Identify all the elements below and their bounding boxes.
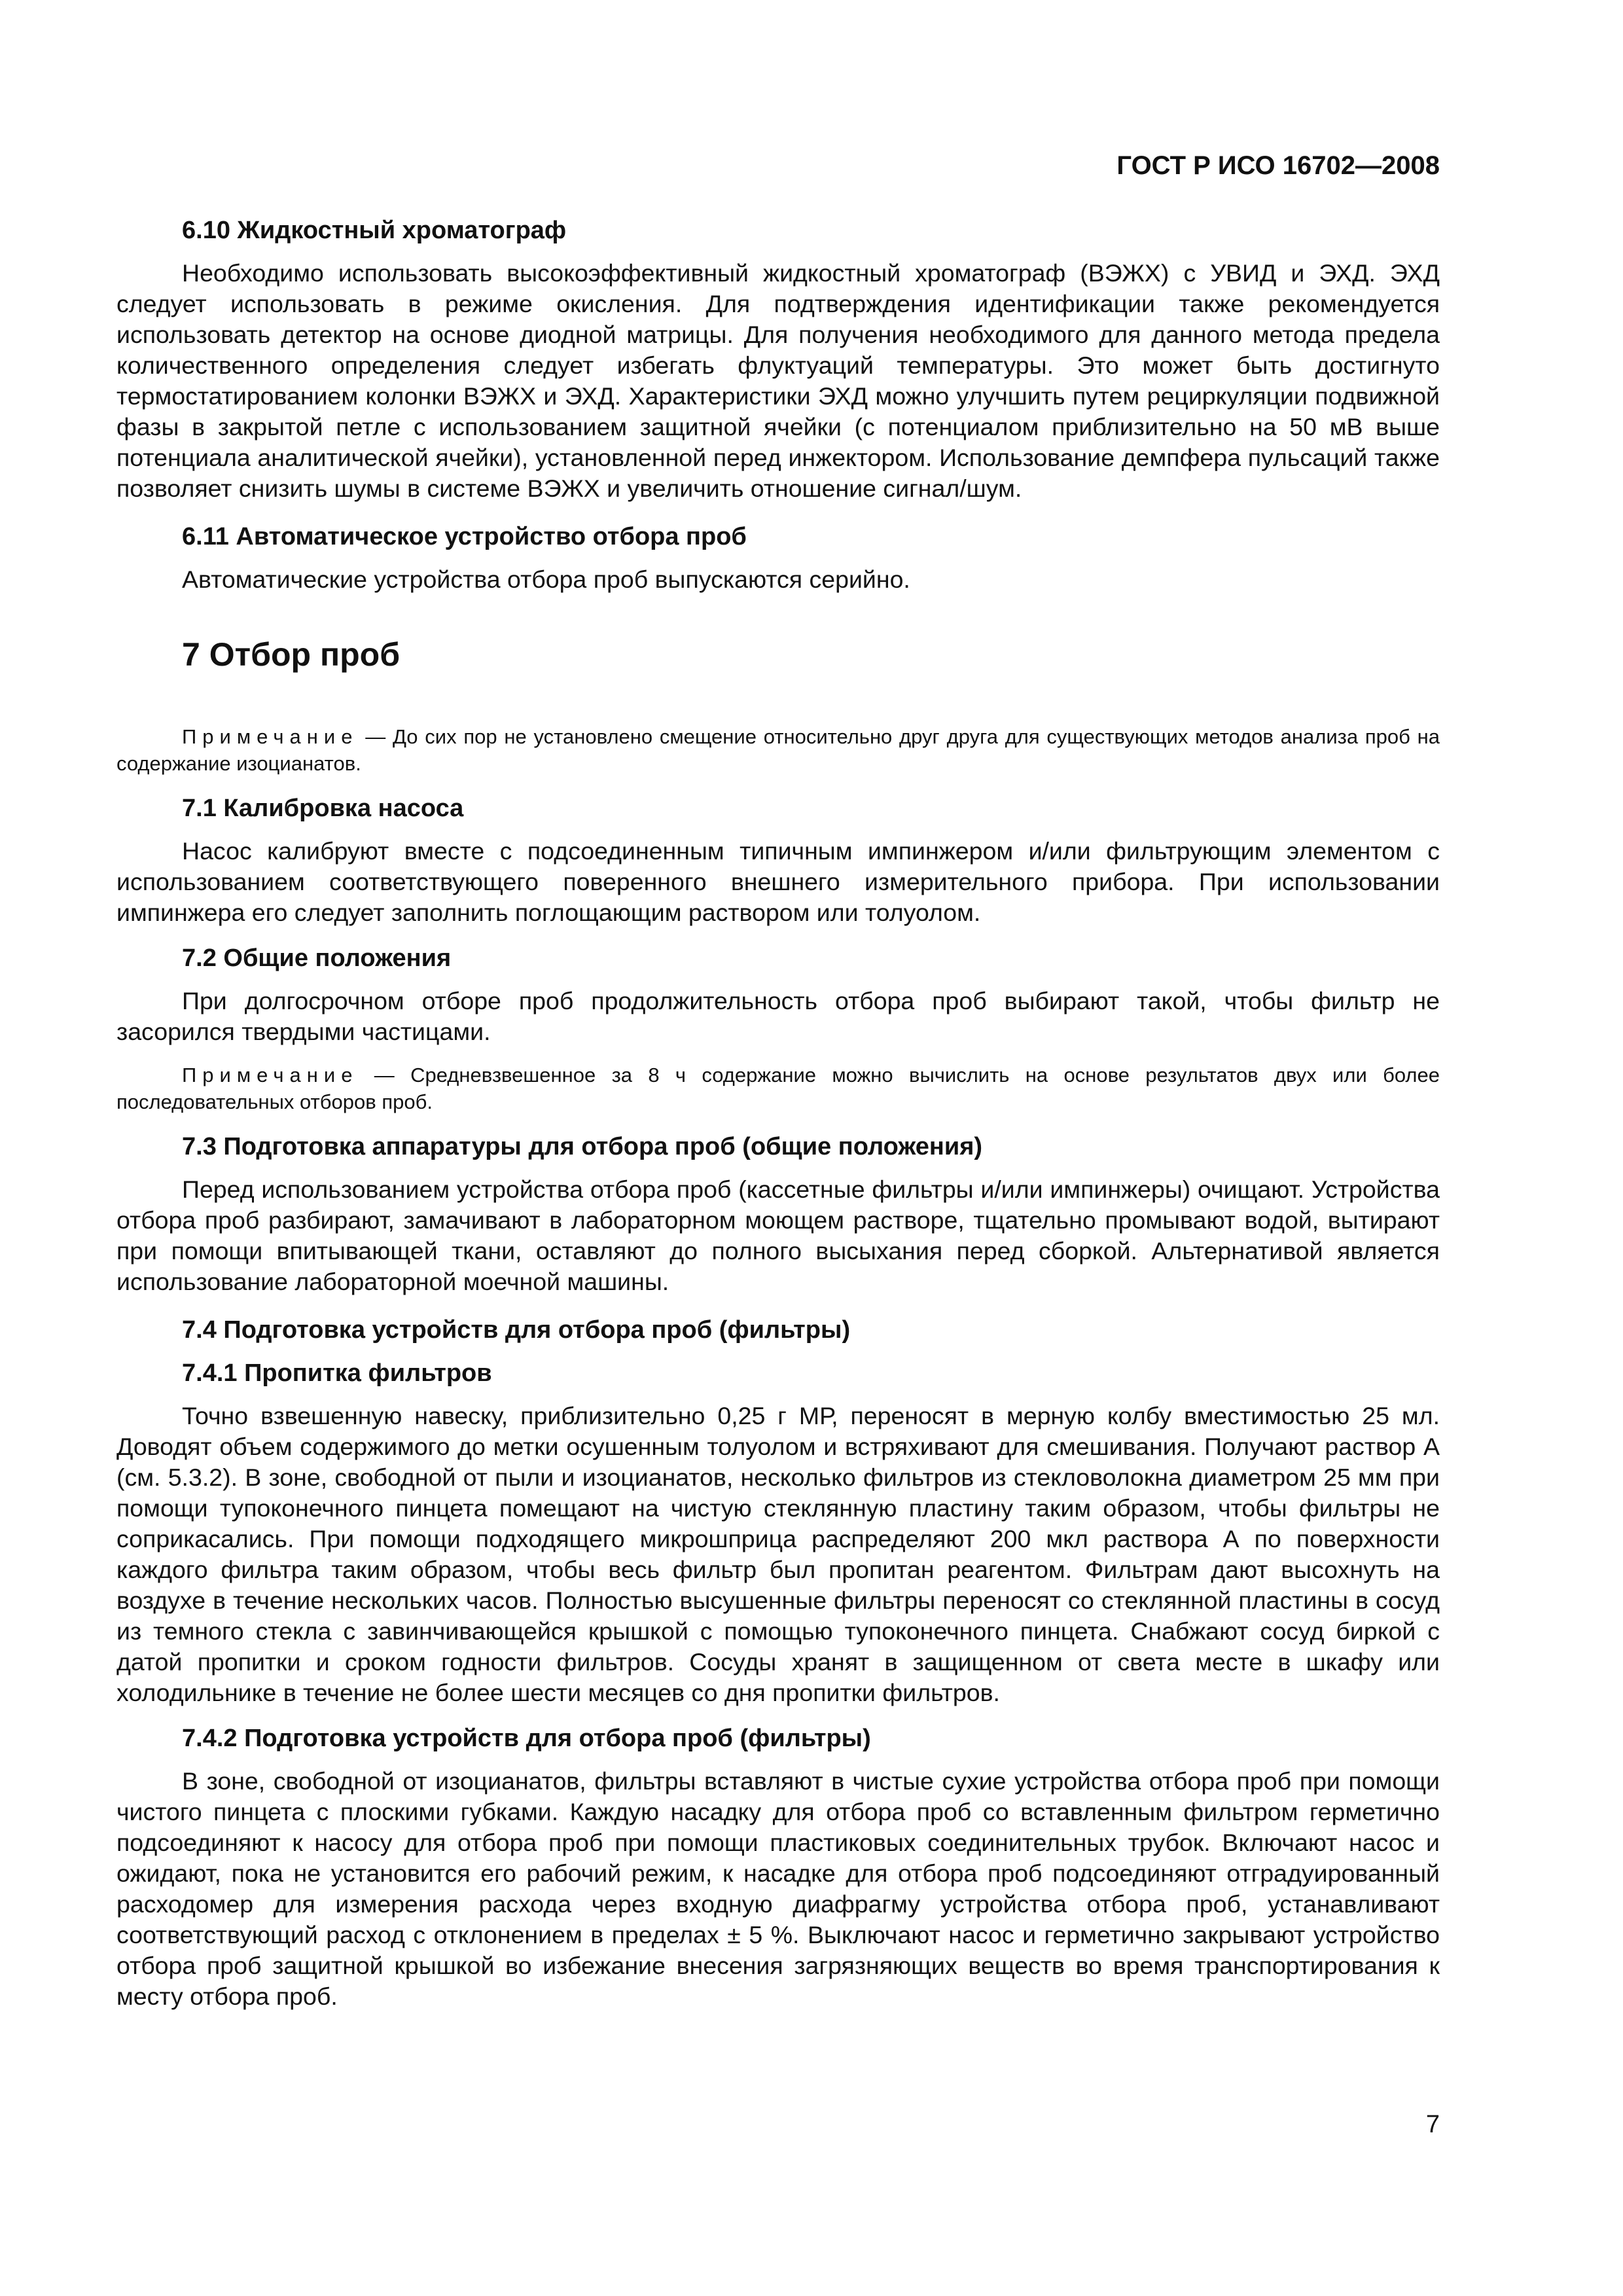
heading-7-1: 7.1 Калибровка насоса — [182, 795, 464, 822]
heading-6-10: 6.10 Жидкостный хроматограф — [182, 217, 567, 244]
note-label: Примечание — [182, 1064, 359, 1086]
paragraph-7-4-1: Точно взвешенную навеску, приблизительно 0,25 г МР, переносят в мерную колбу вместимостью 25 мл. Доводят объем содержимого до метки осушенным толуолом и встряхивают для смешивания. Получают раствор А (см. 5.3.2). В зоне, свободной от пыли и изоцианатов, несколько фильтров из стекловолокна диаметром 25 мм при помощи тупоконечного пинцета помещают на чистую стеклянную пластину таким образом, чтобы фильтры не соприкасались. При помощи подходящего микрошприца распределяют 200 мкл раствора А по поверхности каждого фильтра таким образом, чтобы весь фильтр был пропитан реагентом. Фильтрам дают высохнуть на воздухе в течение нескольких часов. Полностью высушенные фильтры переносят со стеклянной пластины в сосуд из темного стекла с завинчивающейся крышкой с помощью тупоконечного пинцета. Снабжают сосуд биркой с датой пропитки и сроком годности фильтров. Сосуды хранят в защищенном от света месте в шкафу или холодильнике в течение не более шести месяцев со дня пропитки фильтров. — [116, 1402, 1440, 1706]
paragraph-7-3: Перед использованием устройства отбора проб (кассетные фильтры и/или импинжеры) очищают. Устройства отбора проб разбирают, замачивают в лабораторном моющем растворе, тщательно промывают водой, вытирают при помощи впитывающей ткани, оставляют до полного высыхания перед сборкой. Альтернативой является использование лабораторной моечной машины. — [116, 1175, 1440, 1295]
note-text: — До сих пор не установлено смещение относительно друг друга для существующих методов анализа проб на содержание изоцианатов. — [116, 725, 1440, 775]
paragraph-7-4-2: В зоне, свободной от изоцианатов, фильтры вставляют в чистые сухие устройства отбора проб при помощи чистого пинцета с плоскими губками. Каждую насадку для отбора проб со вставленным фильтром герметично подсоединяют к насосу для отбора проб при помощи пластиковых соединительных трубок. Включают насос и ожидают, пока не установится его рабочий режим, к насадке для отбора проб подсоединяют отградуированный расходомер для измерения расхода через входную диафрагму устройства отбора проб, устанавливают соответствующий расход с отклонением в пределах ± 5 %. Выключают насос и герметично закрывают устройство отбора проб защитной крышкой во избежание внесения загрязняющих веществ во время транспортирования к месту отбора проб. — [116, 1767, 1440, 2010]
note-text: — Средневзвешенное за 8 ч содержание можно вычислить на основе результатов двух или более последовательных отборов проб. — [116, 1064, 1440, 1113]
paragraph-7-1: Насос калибруют вместе с подсоединенным типичным импинжером и/или фильтрующим элементом с использованием соответствующего поверенного внешнего измерительного прибора. При использовании импинжера его следует заполнить поглощающим раствором или толуолом. — [116, 837, 1440, 926]
heading-section-7: 7 Отбор проб — [182, 636, 401, 673]
page-number: 7 — [1425, 2111, 1440, 2138]
heading-7-4-1: 7.4.1 Пропитка фильтров — [182, 1359, 492, 1387]
note-section-7 — [116, 723, 1440, 777]
note-label: Примечание — [182, 725, 359, 748]
heading-6-11: 6.11 Автоматическое устройство отбора проб — [182, 523, 747, 550]
heading-7-4: 7.4 Подготовка устройств для отбора проб (фильтры) — [182, 1316, 851, 1344]
paragraph-6-10: Необходимо использовать высокоэффективный жидкостный хроматограф (ВЭЖХ) с УВИД и ЭХД. ЭХД следует использовать в режиме окисления. Для подтверждения идентификации также рекомендуется использовать детектор на основе диодной матрицы. Для получения необходимого для данного метода предела количественного определения следует избегать флуктуаций температуры. Это может быть достигнуто термостатированием колонки ВЭЖХ и ЭХД. Характеристики ЭХД можно улучшить путем рециркуляции подвижной фазы в закрытой петле с использованием защитной ячейки (с потенциалом приблизительно на 50 мВ выше потенциала аналитической ячейки), установленной перед инжектором. Использование демпфера пульсаций также позволяет снизить шумы в системе ВЭЖХ и увеличить отношение сигнал/шум. — [116, 259, 1440, 502]
heading-7-4-2: 7.4.2 Подготовка устройств для отбора проб (фильтры) — [182, 1725, 871, 1752]
heading-7-2: 7.2 Общие положения — [182, 944, 452, 972]
paragraph-6-11: Автоматические устройства отбора проб выпускаются серийно. — [182, 565, 910, 593]
note-7-2 — [116, 1062, 1440, 1115]
document-page — [116, 149, 1440, 2026]
document-number: ГОСТ Р ИСО 16702—2008 — [1116, 151, 1440, 180]
paragraph-7-2: При долгосрочном отборе проб продолжительность отбора проб выбирают такой, чтобы фильтр не засорился твердыми частицами. — [116, 987, 1440, 1045]
heading-7-3: 7.3 Подготовка аппаратуры для отбора проб (общие положения) — [182, 1133, 983, 1160]
